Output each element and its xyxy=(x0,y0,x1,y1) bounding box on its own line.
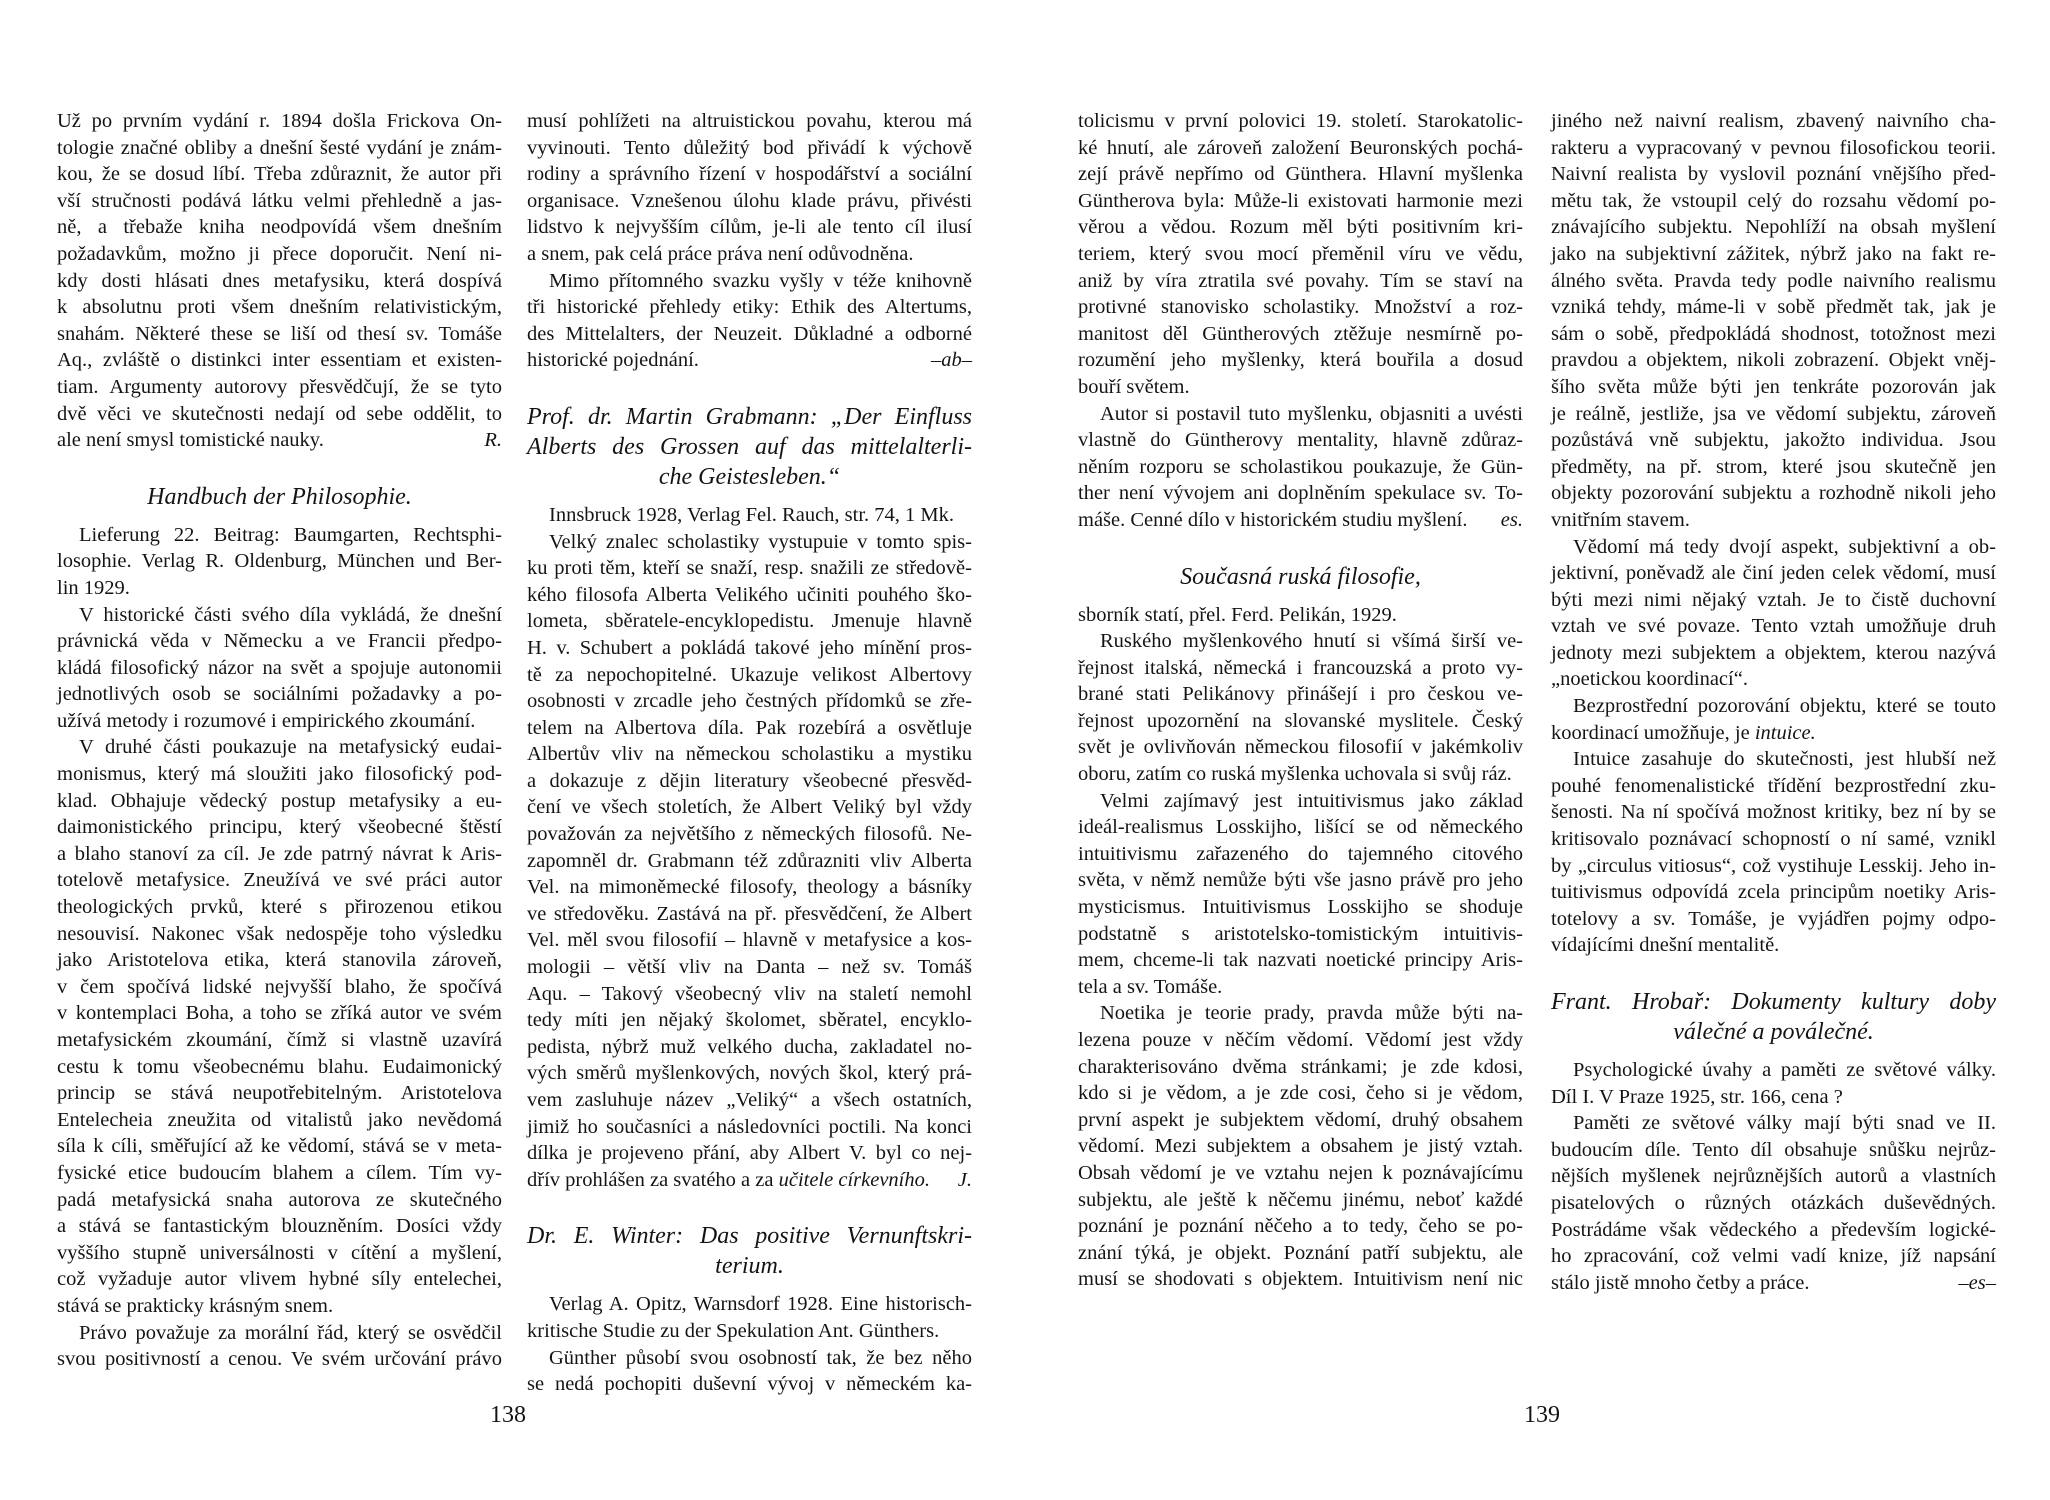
text-line: kritisovalo poznávací schopností o ní samé, vznikl xyxy=(1551,828,1996,851)
text-line: kládá filosofický názor na svět a spojuje autonomii xyxy=(57,656,502,679)
text-line: Velký znalec scholastiky vystupuie v tomto spis- xyxy=(549,530,972,553)
text-line: klad. Obhajuje vědecký postup metafysiky a eu- xyxy=(57,789,502,812)
text-line: k absolutnu proti všem dnešním relativistickým, xyxy=(57,296,502,319)
text-line: sám o sobě, předpokládá shodnost, totožnost mezi xyxy=(1551,322,1996,345)
paragraph xyxy=(1078,788,1523,1001)
text-line: nějších myšlenek nejrůznějších autorů a vlastních xyxy=(1551,1165,1996,1188)
text-line: theologických prvků, které s přirozenou etikou xyxy=(57,896,502,919)
text-line: nesouvisí. Nakonec však nedospěje toho výsledku xyxy=(57,922,502,945)
text-line: Intuice zasahuje do skutečnosti, jest hlubší než xyxy=(1573,748,1996,771)
text-line: tolicismu v první polovici 19. století. Starokatolic- xyxy=(1078,110,1523,132)
text-line: vem zasluhuje název „Veliký“ a všech ostatních, xyxy=(527,1089,972,1111)
text-line: užívá metody i rozumové i empirického zkoumání. xyxy=(57,709,476,732)
text-line: mětu tak, že vstoupil celý do rozsahu vědomí po- xyxy=(1551,189,1996,212)
text-line: bouří světem. xyxy=(1078,375,1190,398)
text-line: mysticismus. Intuitivismus Losskijho se shoduje xyxy=(1078,896,1523,919)
text-line: řejnost italská, německá i francouzská a proto vy- xyxy=(1078,656,1523,679)
text-line: Mimo přítomného svazku vyšly v téže knihovně xyxy=(549,269,972,292)
text-line: telem na Albertova díla. Pak rozebírá a osvětluje xyxy=(527,716,972,739)
text-line xyxy=(527,1167,972,1194)
column-page-139-right xyxy=(1551,108,1996,1296)
review-heading xyxy=(527,402,972,492)
text-line: tě za nepochopitelné. Ukazuje velikost Albertovy xyxy=(527,663,972,686)
reviewer-signature: es. xyxy=(1500,508,1523,531)
text-line: se nedá pochopiti duševní vývoj v německém ka- xyxy=(527,1373,972,1396)
text-line: totelovy a sv. Tomáše, je vyjádřen pojmy odpo- xyxy=(1551,907,1996,930)
text-line: je reálně, jestliže, jsa ve vědomí subjektu, zároveň xyxy=(1551,402,1996,425)
text-line: rodiny a správního řízení v hospodářství a sociální xyxy=(527,163,972,186)
text-line: manitost děl Güntherových ztěžuje nesmírně po- xyxy=(1078,322,1523,345)
text-line: a blaho stanoví za cíl. Je zde patrný návrat k Aris- xyxy=(57,842,502,865)
text-line: Vel. měl svou filosofií – hlavně v metafysice a kos- xyxy=(527,929,972,952)
paragraph xyxy=(1078,401,1523,534)
text-line: tuitivismus odpovídá zcela principům noetiky Aris- xyxy=(1551,881,1996,904)
text-line: stává se prakticky krásným snem. xyxy=(57,1294,334,1317)
text-line: cestu k tomu všeobecnému blahu. Eudaimonický xyxy=(57,1055,502,1078)
text-line: vídajícími dnešní mentalitě. xyxy=(1551,934,1780,957)
text-line: podstatně s aristotelsko-tomistickým intuitivis- xyxy=(1078,922,1523,945)
italic-emphasis: učitele církevního. xyxy=(778,1168,930,1191)
text-line: a dokazuje z dějin literatury všeobecné přesvěd- xyxy=(527,769,972,792)
text-line: losophie. Verlag R. Oldenburg, München und Ber- xyxy=(57,550,502,573)
heading-line: che Geistesleben.“ xyxy=(658,463,841,490)
line-text: koordinací umožňuje, je xyxy=(1551,721,1750,744)
text-line: intuitivismu zařazeného do tajemného citového xyxy=(1078,842,1523,865)
reviewer-signature: –ab– xyxy=(931,349,972,372)
text-line: vlastně do Güntherovy mentality, hlavně zdůraz- xyxy=(1078,429,1523,452)
line-body xyxy=(527,1167,930,1194)
text-line: organisace. Vznešenou úlohu klade právu, přivésti xyxy=(527,189,972,212)
italic-emphasis: intuice. xyxy=(1754,721,1816,744)
line-text: dřív prohlášen za svatého a za xyxy=(527,1168,774,1191)
text-line: pedista, nýbrž muž velkého ducha, zakladatel no- xyxy=(527,1035,972,1058)
text-line: Günther působí svou osobností tak, že bez něho xyxy=(549,1346,972,1369)
text-line: rakteru a vypracovaný v pevnou filosofickou teorii. xyxy=(1551,136,1996,159)
text-line: Bezprostřední pozorování objektu, které se touto xyxy=(1573,695,1996,718)
text-line: jiného než naivní realism, zbavený naivního cha- xyxy=(1551,110,1996,132)
line-body xyxy=(527,347,699,374)
heading-line: terium. xyxy=(715,1253,784,1280)
line-body xyxy=(1078,507,1467,534)
column-page-139-left xyxy=(1078,108,1523,1293)
paragraph xyxy=(527,529,972,1194)
paragraph xyxy=(57,522,502,602)
heading-line: Dr. E. Winter: Das positive Vernunftskri- xyxy=(527,1223,972,1250)
line-text: stálo jistě mnoho četby a práce. xyxy=(1551,1271,1810,1294)
paragraph xyxy=(1551,1057,1996,1110)
text-line: budoucím díle. Tento díl obsahuje snůšku nejrůz- xyxy=(1551,1138,1996,1161)
review-heading xyxy=(1551,987,1996,1047)
text-line: V druhé části poukazuje na metafysický eudai- xyxy=(79,736,502,759)
text-line: a snem, pak celá práce práva není odůvodněna. xyxy=(527,242,914,265)
text-line: aniž by víra ztratila své povahy. Tím se staví na xyxy=(1078,269,1523,292)
text-line: Verlag A. Opitz, Warnsdorf 1928. Eine historisch- xyxy=(549,1293,972,1316)
text-line: zapomněl dr. Grabmann též zdůrazniti vliv Alberta xyxy=(527,849,972,872)
paragraph xyxy=(527,1291,972,1344)
text-line: Albertův vliv na německou scholastiku a mystiku xyxy=(527,743,972,766)
text-line: Už po prvním vydání r. 1894 došla Frickova On- xyxy=(57,110,502,132)
text-line: ve středověku. Zastává na př. přesvědčení, že Albert xyxy=(527,902,972,925)
text-line: jednoty mezi subjektem a objektem, kterou nazývá xyxy=(1551,641,1996,664)
text-line: dvě věci ve skutečnosti nedají od sebe oddělit, to xyxy=(57,402,502,425)
review-heading xyxy=(57,482,502,512)
text-line: V historické části svého díla vykládá, že dnešní xyxy=(79,603,502,626)
paragraph xyxy=(527,108,972,268)
paragraph xyxy=(1078,602,1523,629)
heading-line: Alberts des Grossen auf das mittelalterli- xyxy=(527,433,972,460)
heading-line: Handbuch der Philosophie. xyxy=(147,483,412,510)
text-line: vzniká tehdy, máme-li v sobě předmět tak, jak je xyxy=(1551,296,1996,319)
text-line: Innsbruck 1928, Verlag Fel. Rauch, str. 74, 1 Mk. xyxy=(549,503,955,526)
text-line: lezena pouze v něčím vědomí. Vědomí jest vždy xyxy=(1078,1029,1523,1051)
page-number-left: 138 xyxy=(490,1402,526,1428)
text-line: pisatelových o různých otázkách duševědných. xyxy=(1551,1191,1996,1214)
text-line: jednotlivých osob se sociálními požadavky a po- xyxy=(57,683,502,706)
text-line: něním rozporu se scholastikou poukazuje, že Gün- xyxy=(1078,455,1523,478)
paragraph xyxy=(1551,746,1996,959)
text-line: Aq., zvláště o distinkci inter essentiam et existen- xyxy=(57,349,502,372)
text-line: musí se shodovati s objektem. Intuitivism není nic xyxy=(1078,1268,1523,1291)
text-line: ně, a třebaže kniha neodpovídá všem dnešním xyxy=(57,216,502,239)
text-line: vší stručnosti podává látku velmi přehledně a jas- xyxy=(57,189,502,212)
text-line xyxy=(1078,507,1523,534)
text-line: vých směrů myšlenkových, nových škol, který prá- xyxy=(527,1062,972,1085)
text-line: Velmi zajímavý jest intuitivismus jako základ xyxy=(1100,789,1523,812)
text-line: vztah ve své povaze. Tento vztah umožňuje druh xyxy=(1551,615,1996,638)
text-line: v čem spočívá lidské nejvyšší blaho, že spočívá xyxy=(57,975,502,998)
paragraph xyxy=(57,108,502,454)
text-line: tologie značné obliby a dnešní šesté vydání je znám- xyxy=(57,136,502,159)
text-line: daimonistického principu, který všeobecné štěstí xyxy=(57,816,502,839)
heading-line: Prof. dr. Martin Grabmann: „Der Einfluss xyxy=(527,403,972,430)
text-line: kritische Studie zu der Spekulation Ant. Günthers. xyxy=(527,1319,940,1342)
text-line: síla k cíli, směřující až ke vědomí, stává se v meta- xyxy=(57,1135,502,1158)
text-line: Postrádáme však vědeckého a především logické- xyxy=(1551,1218,1996,1241)
text-line xyxy=(527,347,972,374)
text-line: Psychologické úvahy a paměti ze světové války. xyxy=(1573,1059,1996,1081)
text-line: ku proti těm, kteří se snaží, resp. snažili ze středově- xyxy=(527,557,972,580)
text-line: Ruského myšlenkového hnutí si všímá širší ve- xyxy=(1100,630,1523,653)
text-line: vyššího stupně universálnosti v cítění a myšlení, xyxy=(57,1241,502,1264)
text-line: ther není vývojem ani doplněním spekulace sv. To- xyxy=(1078,482,1523,505)
text-line: pravdou a objektem, nikoli zobrazení. Objekt vněj- xyxy=(1551,349,1996,372)
text-line: princip se stává neupotřebitelným. Aristotelova xyxy=(57,1082,502,1105)
text-line xyxy=(1551,720,1996,747)
line-text: ale není smysl tomistické nauky. xyxy=(57,429,324,452)
text-line: sborník statí, přel. Ferd. Pelikán, 1929. xyxy=(1078,603,1397,626)
text-line: jimiž ho současníci a následovníci poctili. Na konci xyxy=(527,1115,972,1138)
text-line: mem, chceme-li tak nazvati noetické principy Aris- xyxy=(1078,949,1523,972)
text-line: by „circulus vitiosus“, což vystihuje Lesskij. Jeho in- xyxy=(1551,854,1996,877)
text-line: předměty, na př. strom, které jsou skutečně jen xyxy=(1551,455,1996,478)
text-line: býti mezi nimi nějaký vztah. Je to čistě duchovní xyxy=(1551,588,1996,611)
text-line: metafysickém zkoumání, čímž si vlastně uzavírá xyxy=(57,1029,502,1051)
text-line: vyvinouti. Tento důležitý bod přivádí k výchově xyxy=(527,136,972,159)
text-line: Právo považuje za morální řád, který se osvědčil xyxy=(79,1321,502,1344)
text-line: kou, že se dosud líbí. Třeba zdůraznit, že autor při xyxy=(57,163,502,186)
text-line: vědomí. Mezi subjektem a obsahem je jistý vztah. xyxy=(1078,1135,1523,1158)
text-line: šího světa může býti jen tenkráte pozorován jak xyxy=(1551,375,1996,398)
text-line: znávajícího subjektu. Nepohlíží na obsah myšlení xyxy=(1551,216,1996,239)
column-page-138-left xyxy=(57,108,502,1373)
text-line: lometa, sběratele-encyklopedistu. Jmenuje hlavně xyxy=(527,610,972,633)
text-line: des Mittelalters, der Neuzeit. Důkladné a odborné xyxy=(527,322,972,345)
text-line: objekty pozorování subjektu a rozhodně nikoli jeho xyxy=(1551,482,1996,505)
text-line: padá metafysická snaha autorova ze skutečného xyxy=(57,1188,502,1211)
text-line: ké hnutí, ale zároveň založení Beuronských pochá- xyxy=(1078,136,1523,159)
text-line: lin 1929. xyxy=(57,576,130,599)
paragraph xyxy=(1551,534,1996,694)
text-line: musí pohlížeti na altruistickou povahu, kterou má xyxy=(527,110,972,132)
line-body xyxy=(1551,1270,1809,1297)
text-line: což vyžaduje autor vlivem hybné síly entelechei, xyxy=(57,1268,502,1291)
text-line: považován za největšího z německých filosofů. Ne- xyxy=(527,823,972,846)
heading-line: Frant. Hrobař: Dokumenty kultury doby xyxy=(1551,989,1996,1015)
review-heading xyxy=(527,1221,972,1281)
paragraph xyxy=(527,1345,972,1398)
text-line: subjektu, ale ještě k něčemu jinému, neboť každé xyxy=(1078,1188,1523,1211)
text-line: fysické etice budoucím blahem a cílem. Tím vy- xyxy=(57,1161,502,1184)
text-line: kdy dosti hlásati dnes metafysiku, která dospívá xyxy=(57,269,502,292)
text-line: vnitřním stavem. xyxy=(1551,508,1690,531)
text-line: čení ve všech stoletích, že Albert Veliký byl vždy xyxy=(527,796,972,819)
text-line: Paměti ze světové války mají býti snad ve II. xyxy=(1573,1112,1996,1135)
text-line: věrou a vědou. Rozum měl býti positivním kri- xyxy=(1078,216,1523,239)
text-line: pozůstává vně subjektu, jakožto individua. Jsou xyxy=(1551,429,1996,452)
text-line: snahám. Některé these se liší od thesí sv. Tomáše xyxy=(57,322,502,345)
reviewer-signature: R. xyxy=(484,429,502,452)
review-heading xyxy=(1078,562,1523,592)
column-page-138-right xyxy=(527,108,972,1398)
paragraph xyxy=(1078,1000,1523,1293)
text-line: mologii – větší vliv na Danta – než sv. Tomáš xyxy=(527,956,972,979)
line-text: historické pojednání. xyxy=(527,349,699,372)
text-line: řejnost upozornění na slovanské myslitele. Český xyxy=(1078,709,1523,732)
text-line: álného světa. Pravda tedy podle naivního realismu xyxy=(1551,269,1996,292)
text-line: první aspekt je subjektem vědomí, druhý obsahem xyxy=(1078,1108,1523,1131)
paragraph xyxy=(1551,1110,1996,1296)
text-line: ho zpracování, což velmi vadí knize, jíž napsání xyxy=(1551,1245,1996,1268)
text-line: Aqu. – Takový všeobecný vliv na staletí nemohl xyxy=(527,982,972,1005)
heading-line: válečné a poválečné. xyxy=(1673,1019,1874,1045)
paragraph xyxy=(1078,108,1523,401)
line-text: máše. Cenné dílo v historickém studiu myšlení. xyxy=(1078,508,1468,531)
text-line: Díl I. V Praze 1925, str. 166, cena ? xyxy=(1551,1085,1843,1108)
text-line: Güntherova byla: Může-li existovati harmonie mezi xyxy=(1078,189,1523,212)
text-line: lidstvo k nejvyšším cílům, je-li ale tento cíl ilusí xyxy=(527,216,972,239)
text-line: šenosti. Na ní spočívá možnost kritiky, bez ní by se xyxy=(1551,801,1996,824)
text-line: Entelecheia zneužita od vitalistů jako nevědomá xyxy=(57,1108,502,1131)
text-line: a stává se fantastickým blouzněním. Dosíci vždy xyxy=(57,1215,502,1238)
text-line: znání týká, je objekt. Poznání patří subjektu, ale xyxy=(1078,1241,1523,1264)
heading-line: Současná ruská filosofie, xyxy=(1180,563,1421,590)
text-line: kého filosofa Alberta Velikého učiniti pouhého ško- xyxy=(527,583,972,606)
text-line: rozumění jeho myšlenky, která bouřila a dosud xyxy=(1078,349,1523,372)
text-line: oboru, zatím co ruská myšlenka uchovala si svůj ráz. xyxy=(1078,763,1512,786)
line-body xyxy=(1551,722,1816,744)
text-line: teriem, který svou mocí přeměnil víru ve vědu, xyxy=(1078,242,1523,265)
text-line: kdo si je vědom, a je zde cosi, čeho si je vědom, xyxy=(1078,1082,1523,1105)
text-line: tedy míti jen nějaký školomet, sběratel, encyklo- xyxy=(527,1009,972,1032)
text-line: Lieferung 22. Beitrag: Baumgarten, Rechtsphi- xyxy=(79,523,502,546)
text-line: jako na subjektivní zážitek, nýbrž jako na fakt re- xyxy=(1551,242,1996,265)
paragraph xyxy=(57,1320,502,1373)
text-line: osobnosti v zrcadle jeho čestných přídomků se zře- xyxy=(527,690,972,713)
paragraph xyxy=(1551,108,1996,534)
text-line: Vel. na mimoněmecké filosofy, theology a básníky xyxy=(527,876,972,899)
text-line: v kontemplaci Boha, a toho se zříká autor ve svém xyxy=(57,1002,502,1025)
text-line: právnická věda v Německu a ve Francii předpo- xyxy=(57,630,502,653)
text-line: H. v. Schubert a pokládá takové jeho mínění pros- xyxy=(527,636,972,659)
text-line: zejí právě nepřímo od Günthera. Hlavní myšlenka xyxy=(1078,163,1523,186)
page-number-right: 139 xyxy=(1524,1402,1560,1428)
paragraph xyxy=(527,502,972,529)
text-line: Autor si postavil tuto myšlenku, objasniti a uvésti xyxy=(1100,402,1523,425)
text-line: protivné stanovisko scholastiky. Množství a roz- xyxy=(1078,296,1523,319)
text-line: Obsah vědomí je ve vztahu nejen k poznávajícímu xyxy=(1078,1161,1523,1184)
text-line: požadavkům, možno ji přece doporučit. Není ni- xyxy=(57,242,502,265)
text-line: svět je ovlivňován německou filosofií v jakémkoliv xyxy=(1078,736,1523,759)
text-line: poznání je poznání něčeho a to tedy, čeho se po- xyxy=(1078,1215,1523,1238)
paragraph xyxy=(1551,693,1996,746)
text-line: ideál-realismus Losskijho, lišící se od německého xyxy=(1078,816,1523,839)
text-line: Noetika je teorie prady, pravda může býti na- xyxy=(1100,1002,1523,1025)
text-line xyxy=(57,427,502,454)
text-line: „noetickou koordinací“. xyxy=(1551,668,1748,691)
text-line: totelově metafysice. Zneužívá ve své práci autor xyxy=(57,869,502,892)
text-line: dílka je projeveno přání, aby Albert V. byl co nej- xyxy=(527,1142,972,1165)
paragraph xyxy=(57,602,502,735)
reviewer-signature: J. xyxy=(957,1168,972,1191)
text-line xyxy=(1551,1270,1996,1297)
text-line: světa, v němž nemůže býti vše jasno právě pro jeho xyxy=(1078,869,1523,892)
text-line: tři historické přehledy etiky: Ethik des Altertums, xyxy=(527,296,972,319)
text-line: pouhé fenomenalistické třídění bezprostřední zku- xyxy=(1551,774,1996,797)
text-line: tiam. Argumenty autorovy přesvědčují, že se tyto xyxy=(57,375,502,398)
text-line: tela a sv. Tomáše. xyxy=(1078,975,1223,998)
line-body xyxy=(57,427,324,454)
text-line: Naivní realista by vyslovil poznání vnějšího před- xyxy=(1551,163,1996,186)
paragraph xyxy=(57,734,502,1319)
text-line: charakterisováno dvěma stránkami; je zde kdosi, xyxy=(1078,1055,1523,1078)
text-line: jektivní, poněvadž ale činí jeden celek vědomí, musí xyxy=(1551,562,1996,585)
text-line: svou positivností a cenou. Ve svém určování právo xyxy=(57,1348,502,1371)
paragraph xyxy=(527,268,972,374)
text-line: monismus, který má sloužiti jako filosofický pod- xyxy=(57,763,502,786)
paragraph xyxy=(1078,628,1523,788)
text-line: brané stati Pelikánovy přinášejí i pro českou ve- xyxy=(1078,683,1523,706)
reviewer-signature: –es– xyxy=(1958,1271,1996,1294)
text-line: jako Aristotelova etika, která stanovila zároveň, xyxy=(57,949,502,972)
text-line: Vědomí má tedy dvojí aspekt, subjektivní a ob- xyxy=(1573,535,1996,558)
